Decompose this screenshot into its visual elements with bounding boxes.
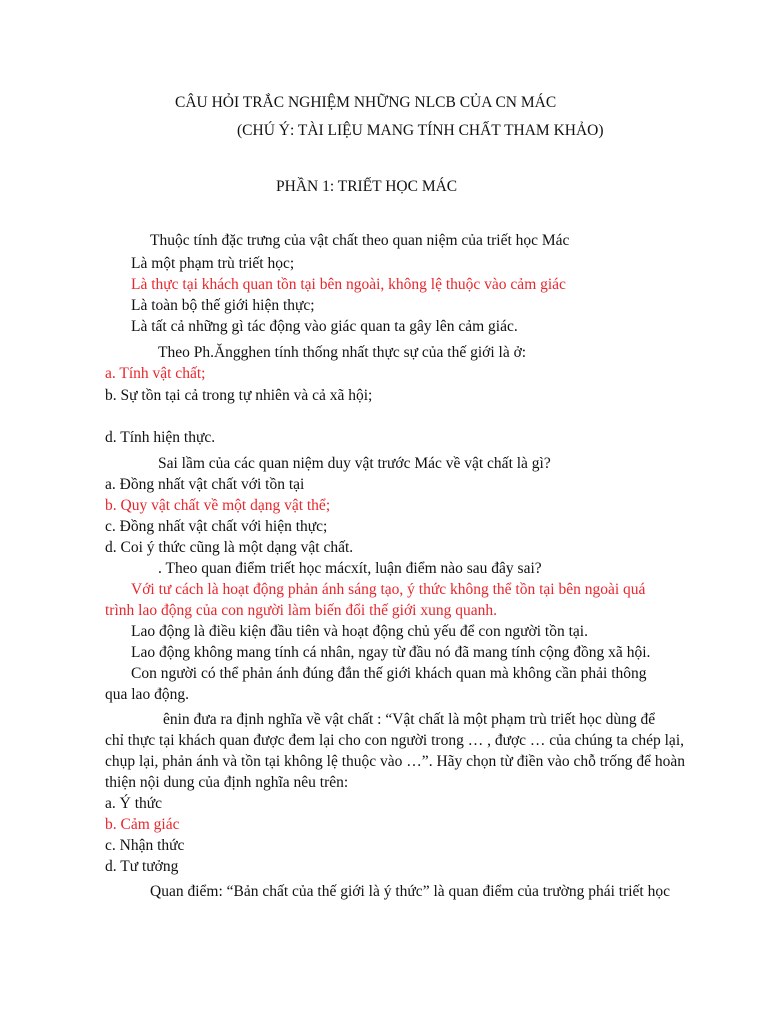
doc-note: (CHÚ Ý: TÀI LIỆU MANG TÍNH CHẤT THAM KHẢO) <box>237 122 604 139</box>
q3-option-c: c. Đồng nhất vật chất với hiện thực; <box>105 518 328 535</box>
q5-option-d: d. Tư tưởng <box>105 858 179 875</box>
q5-option-c: c. Nhận thức <box>105 837 185 854</box>
q3-option-b-answer: b. Quy vật chất về một dạng vật thể; <box>105 497 331 514</box>
q4-option-4-line-1: Con người có thể phản ánh đúng đắn thế giới khách quan mà không cần phải thông <box>131 665 647 682</box>
q5-option-b-answer: b. Cảm giác <box>105 816 180 833</box>
q1-option-3: Là toàn bộ thế giới hiện thực; <box>131 297 315 314</box>
q1-option-4: Là tất cả những gì tác động vào giác quan ta gây lên cảm giác. <box>131 318 518 335</box>
question-5-line-4: thiện nội dung của định nghĩa nêu trên: <box>105 774 349 791</box>
q4-answer-line-1: Với tư cách là hoạt động phản ánh sáng tạo, ý thức không thể tồn tại bên ngoài quá <box>131 581 646 598</box>
part-heading: PHẦN 1: TRIẾT HỌC MÁC <box>276 178 458 195</box>
q3-option-a: a. Đồng nhất vật chất với tồn tại <box>105 476 305 493</box>
q1-option-1: Là một phạm trù triết học; <box>131 255 295 272</box>
q3-option-d: d. Coi ý thức cũng là một dạng vật chất. <box>105 539 354 556</box>
q1-option-2-answer: Là thực tại khách quan tồn tại bên ngoài, không lệ thuộc vào cảm giác <box>131 276 566 293</box>
q2-option-b: b. Sự tồn tại cả trong tự nhiên và cả xã hội; <box>105 387 373 404</box>
question-3: Sai lầm của các quan niệm duy vật trước Mác về vật chất là gì? <box>158 455 551 472</box>
q4-answer-line-2: trình lao động của con người làm biến đổi thế giới xung quanh. <box>105 602 497 619</box>
doc-title: CÂU HỎI TRẮC NGHIỆM NHỮNG NLCB CỦA CN MÁC <box>175 94 557 111</box>
q4-option-3: Lao động không mang tính cá nhân, ngay từ đầu nó đã mang tính cộng đồng xã hội. <box>131 644 651 661</box>
question-5-line-2: chỉ thực tại khách quan được đem lại cho con người trong … , được … của chúng ta chép lại, <box>105 732 684 749</box>
q5-option-a: a. Ý thức <box>105 795 163 812</box>
question-5-line-1: ênin đưa ra định nghĩa về vật chất : “Vật chất là một phạm trù triết học dùng để <box>163 711 656 728</box>
q4-option-4-line-2: qua lao động. <box>105 686 189 703</box>
question-5-line-3: chụp lại, phản ánh và tồn tại không lệ thuộc vào …”. Hãy chọn từ điền vào chỗ trống để hoàn <box>105 753 686 770</box>
question-4: . Theo quan điểm triết học mácxít, luận điểm nào sau đây sai? <box>158 560 542 577</box>
question-6: Quan điểm: “Bản chất của thế giới là ý thức” là quan điểm của trường phái triết học <box>150 883 670 900</box>
q2-option-a-answer: a. Tính vật chất; <box>105 365 206 382</box>
q4-option-2: Lao động là điều kiện đầu tiên và hoạt động chủ yếu để con người tồn tại. <box>131 623 588 640</box>
question-2: Theo Ph.Ăngghen tính thống nhất thực sự của thế giới là ở: <box>158 344 527 361</box>
q2-option-d: d. Tính hiện thực. <box>105 429 216 446</box>
question-1: Thuộc tính đặc trưng của vật chất theo quan niệm của triết học Mác <box>150 232 570 249</box>
